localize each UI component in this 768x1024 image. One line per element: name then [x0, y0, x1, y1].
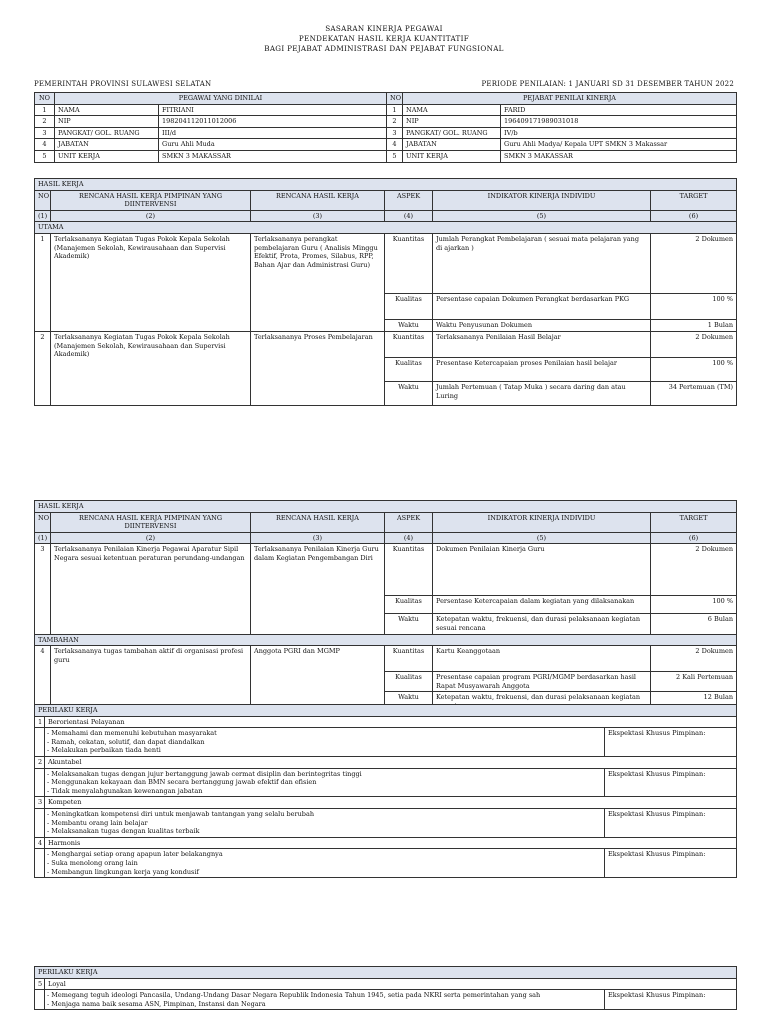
perilaku-title-row [35, 837, 737, 849]
perilaku-title-row [35, 978, 737, 990]
perilaku-spacer [35, 990, 45, 1010]
perilaku-kerja-table-1 [34, 704, 737, 878]
target: 12 Bulan [651, 692, 737, 712]
identity-no: 5 [387, 150, 403, 162]
indikator-kinerja: Dokumen Penilaian Kinerja Guru [433, 544, 651, 596]
identity-no: 3 [387, 127, 403, 139]
aspek: Kualitas [385, 596, 433, 614]
perilaku-point: - Meningkatkan kompetensi diri untuk menjawab tantangan yang selalu berubah [47, 809, 315, 818]
section-title: PERILAKU KERJA [35, 967, 737, 979]
indikator-kinerja: Persentase capaian Dokumen Perangkat berdasarkan PKG [433, 293, 651, 319]
identity-no: 4 [35, 139, 55, 151]
column-number: (6) [651, 532, 737, 544]
aspek: Kualitas [385, 672, 433, 692]
rated-value: SMKN 3 MAKASSAR [159, 150, 387, 162]
identity-row [35, 150, 737, 162]
target: 2 Dokumen [651, 233, 737, 293]
rencana-hasil-kerja: Terlaksananya perangkat pembelajaran Guru ( Analisis Minggu Efektif, Prota, Promes, Silabus, RPP, Bahan Ajar dan Administrasi Guru) [251, 233, 385, 331]
perilaku-points-row [35, 990, 737, 1010]
section-row [35, 179, 737, 191]
target: 100 % [651, 596, 737, 614]
column-header: RENCANA HASIL KERJA PIMPINAN YANG DIINTERVENSI [51, 512, 251, 532]
subsection-title: UTAMA [35, 222, 737, 234]
target: 100 % [651, 357, 737, 381]
target: 2 Dokumen [651, 646, 737, 672]
hasil-row [35, 544, 737, 596]
column-header: RENCANA HASIL KERJA PIMPINAN YANG DIINTERVENSI [51, 190, 251, 210]
rated-value: 198204112011012006 [159, 116, 387, 128]
aspek: Kualitas [385, 293, 433, 319]
perilaku-spacer [35, 808, 45, 837]
identity-label: NAMA [55, 104, 159, 116]
hasil-row [35, 233, 737, 293]
section-title: PERILAKU KERJA [35, 705, 737, 717]
target: 2 Dokumen [651, 544, 737, 596]
perilaku-point: - Memegang teguh ideologi Pancasila, Undang-Undang Dasar Negara Republik Indonesia Tahun 1945, setia pada NKRI serta pemerintahan yang sah [47, 991, 541, 1000]
column-number: (4) [385, 210, 433, 222]
column-header: NO [35, 512, 51, 532]
perilaku-point: - Tidak menyalahgunakan kewenangan jabatan [47, 786, 203, 795]
target: 2 Dokumen [651, 331, 737, 357]
column-number: (3) [251, 210, 385, 222]
identity-label: NIP [55, 116, 159, 128]
column-header: TARGET [651, 512, 737, 532]
perilaku-title: Loyal [45, 978, 737, 990]
rencana-pimpinan: Terlaksananya Penilaian Kinerja Pegawai Aparatur Sipil Negara sesuai ketentuan peraturan perundang-undangan [51, 544, 251, 634]
column-number: (2) [51, 210, 251, 222]
period-label: PERIODE PENILAIAN: 1 JANUARI SD 31 DESEMBER TAHUN 2022 [481, 80, 734, 88]
perilaku-kerja-table-2 [34, 966, 737, 1010]
perilaku-spacer [35, 849, 45, 878]
hasil-kerja-table-1 [34, 178, 737, 406]
perilaku-no: 5 [35, 978, 45, 990]
hasil-header-row [35, 512, 737, 532]
target: 1 Bulan [651, 319, 737, 331]
perilaku-title: Berorientasi Pelayanan [45, 716, 737, 728]
ekspektasi-khusus-pimpinan: Ekspektasi Khusus Pimpinan: [605, 849, 737, 878]
section-title: HASIL KERJA [35, 179, 737, 191]
indikator-kinerja: Jumlah Perangkat Pembelajaran ( sesuai mata pelajaran yang di ajarkan ) [433, 233, 651, 293]
identity-table [34, 92, 737, 163]
column-number: (1) [35, 532, 51, 544]
perilaku-point: - Melaksanakan tugas dengan jujur bertanggung jawab cermat disiplin dan berintegritas tinggi [47, 769, 362, 778]
identity-row [35, 116, 737, 128]
column-number: (5) [433, 532, 651, 544]
title-line-3: BAGI PEJABAT ADMINISTRASI DAN PEJABAT FUNGSIONAL [264, 44, 504, 53]
rater-value: Guru Ahli Madya/ Kepala UPT SMKN 3 Makassar [501, 139, 737, 151]
section-row [35, 501, 737, 513]
perilaku-point: - Melaksanakan tugas dengan kualitas terbaik [47, 827, 200, 836]
identity-row [35, 139, 737, 151]
identity-row [35, 127, 737, 139]
target: 6 Bulan [651, 614, 737, 634]
rated-value: III/d [159, 127, 387, 139]
indikator-kinerja: Persentase Ketercapaian dalam kegiatan yang dilaksanakan [433, 596, 651, 614]
col-rater: PEJABAT PENILAI KINERJA [403, 93, 737, 105]
column-number: (3) [251, 532, 385, 544]
rater-value: IV/b [501, 127, 737, 139]
identity-label: NAMA [403, 104, 501, 116]
column-header: NO [35, 190, 51, 210]
perilaku-points-row [35, 808, 737, 837]
column-header: RENCANA HASIL KERJA [251, 512, 385, 532]
perilaku-no: 4 [35, 837, 45, 849]
perilaku-point: - Ramah, cekatan, solutif, dan dapat diandalkan [47, 737, 205, 746]
ekspektasi-khusus-pimpinan: Ekspektasi Khusus Pimpinan: [605, 728, 737, 757]
rater-value: FARID [501, 104, 737, 116]
identity-no: 1 [35, 104, 55, 116]
rated-value: FITRIANI [159, 104, 387, 116]
perilaku-points-row [35, 728, 737, 757]
rencana-hasil-kerja: Terlaksananya Penilaian Kinerja Guru dalam Kegiatan Pengembangan Diri [251, 544, 385, 634]
perilaku-title-row [35, 797, 737, 809]
column-number: (4) [385, 532, 433, 544]
aspek: Waktu [385, 381, 433, 405]
identity-label: JABATAN [403, 139, 501, 151]
hasil-header-row [35, 190, 737, 210]
aspek: Kuantitas [385, 646, 433, 672]
ekspektasi-khusus-pimpinan: Ekspektasi Khusus Pimpinan: [605, 990, 737, 1010]
identity-row [35, 104, 737, 116]
perilaku-title: Kompeten [45, 797, 737, 809]
aspek: Waktu [385, 319, 433, 331]
indikator-kinerja: Kartu Keanggotaan [433, 646, 651, 672]
perilaku-points [45, 849, 605, 878]
rencana-hasil-kerja: Terlaksananya Proses Pembelajaran [251, 331, 385, 405]
ekspektasi-khusus-pimpinan: Ekspektasi Khusus Pimpinan: [605, 768, 737, 797]
hasil-number-row [35, 532, 737, 544]
identity-no: 2 [387, 116, 403, 128]
perilaku-no: 1 [35, 716, 45, 728]
item-no: 4 [35, 646, 51, 712]
rencana-hasil-kerja: Anggota PGRI dan MGMP [251, 646, 385, 712]
perilaku-title-row [35, 756, 737, 768]
perilaku-point: - Membantu orang lain belajar [47, 818, 148, 827]
aspek: Kuantitas [385, 233, 433, 293]
aspek: Waktu [385, 692, 433, 712]
column-number: (2) [51, 532, 251, 544]
indikator-kinerja: Presentase capaian program PGRI/MGMP berdasarkan hasil Rapat Musyawarah Anggota [433, 672, 651, 692]
organization-label: PEMERINTAH PROVINSI SULAWESI SELATAN [34, 80, 212, 88]
target: 2 Kali Pertemuan [651, 672, 737, 692]
identity-no: 2 [35, 116, 55, 128]
column-header: TARGET [651, 190, 737, 210]
hasil-kerja-table-2 [34, 500, 737, 713]
subsection-row [35, 222, 737, 234]
col-no: NO [387, 93, 403, 105]
indikator-kinerja: Presentase Ketercapaian proses Penilaian hasil belajar [433, 357, 651, 381]
hasil-row [35, 646, 737, 672]
perilaku-point: - Menjaga nama baik sesama ASN, Pimpinan, Instansi dan Negara [47, 999, 266, 1008]
aspek: Kuantitas [385, 544, 433, 596]
perilaku-spacer [35, 728, 45, 757]
perilaku-point: - Suka menolong orang lain [47, 858, 138, 867]
section-row [35, 967, 737, 979]
subsection-title: TAMBAHAN [35, 634, 737, 646]
identity-no: 3 [35, 127, 55, 139]
perilaku-title: Harmonis [45, 837, 737, 849]
ekspektasi-khusus-pimpinan: Ekspektasi Khusus Pimpinan: [605, 808, 737, 837]
identity-no: 1 [387, 104, 403, 116]
perilaku-title-row [35, 716, 737, 728]
identity-no: 5 [35, 150, 55, 162]
identity-label: NIP [403, 116, 501, 128]
column-number: (5) [433, 210, 651, 222]
column-header: ASPEK [385, 512, 433, 532]
column-header: RENCANA HASIL KERJA [251, 190, 385, 210]
column-number: (1) [35, 210, 51, 222]
item-no: 1 [35, 233, 51, 331]
target: 34 Pertemuan (TM) [651, 381, 737, 405]
rencana-pimpinan: Terlaksananya Kegiatan Tugas Pokok Kepala Sekolah (Manajemen Sekolah, Kewirausahaan dan Supervisi Akademik) [51, 331, 251, 405]
section-row [35, 705, 737, 717]
identity-label: PANGKAT/ GOL. RUANG [403, 127, 501, 139]
perilaku-points [45, 728, 605, 757]
column-header: ASPEK [385, 190, 433, 210]
rencana-pimpinan: Terlaksananya Kegiatan Tugas Pokok Kepala Sekolah (Manajemen Sekolah, Kewirausahaan dan Supervisi Akademik) [51, 233, 251, 331]
title-line-1: SASARAN KINERJA PEGAWAI [325, 24, 443, 33]
perilaku-point: - Melakukan perbaikan tiada henti [47, 746, 161, 755]
rater-value: 196409171989031018 [501, 116, 737, 128]
section-title: HASIL KERJA [35, 501, 737, 513]
title-line-2: PENDEKATAN HASIL KERJA KUANTITATIF [298, 34, 470, 43]
perilaku-point: - Membangun lingkungan kerja yang kondusif [47, 867, 199, 876]
perilaku-points [45, 808, 605, 837]
aspek: Kualitas [385, 357, 433, 381]
identity-label: JABATAN [55, 139, 159, 151]
rencana-pimpinan: Terlaksananya tugas tambahan aktif di organisasi profesi guru [51, 646, 251, 712]
hasil-row [35, 331, 737, 357]
column-header: INDIKATOR KINERJA INDIVIDU [433, 190, 651, 210]
perilaku-no: 3 [35, 797, 45, 809]
identity-label: UNIT KERJA [55, 150, 159, 162]
target: 100 % [651, 293, 737, 319]
indikator-kinerja: Ketepatan waktu, frekuensi, dan durasi pelaksanaan kegiatan sesuai rencana [433, 614, 651, 634]
indikator-kinerja: Ketepatan waktu, frekuensi, dan durasi pelaksanaan kegiatan [433, 692, 651, 712]
perilaku-spacer [35, 768, 45, 797]
rater-value: SMKN 3 MAKASSAR [501, 150, 737, 162]
col-no: NO [35, 93, 55, 105]
identity-label: UNIT KERJA [403, 150, 501, 162]
identity-label: PANGKAT/ GOL. RUANG [55, 127, 159, 139]
col-rated: PEGAWAI YANG DINILAI [55, 93, 387, 105]
perilaku-title: Akuntabel [45, 756, 737, 768]
indikator-kinerja: Waktu Penyusunan Dokumen [433, 319, 651, 331]
identity-body [35, 104, 737, 162]
column-number: (6) [651, 210, 737, 222]
perilaku-no: 2 [35, 756, 45, 768]
perilaku-points-row [35, 768, 737, 797]
column-header: INDIKATOR KINERJA INDIVIDU [433, 512, 651, 532]
indikator-kinerja: Terlaksananya Penilaian Hasil Belajar [433, 331, 651, 357]
perilaku-point: - Menghargai setiap orang apapun later belakangnya [47, 850, 223, 859]
indikator-kinerja: Jumlah Pertemuan ( Tatap Muka ) secara daring dan atau Luring [433, 381, 651, 405]
identity-header-row [35, 93, 737, 105]
perilaku-point: - Memahami dan memenuhi kebutuhan masyarakat [47, 729, 217, 738]
perilaku-point: - Menggunakan kekayaan dan BMN secara bertanggung jawab efektif dan efisien [47, 778, 317, 787]
aspek: Waktu [385, 614, 433, 634]
perilaku-points-row [35, 849, 737, 878]
aspek: Kuantitas [385, 331, 433, 357]
item-no: 2 [35, 331, 51, 405]
item-no: 3 [35, 544, 51, 634]
perilaku-points [45, 990, 605, 1010]
rated-value: Guru Ahli Muda [159, 139, 387, 151]
hasil-number-row [35, 210, 737, 222]
perilaku-points [45, 768, 605, 797]
subsection-row [35, 634, 737, 646]
identity-no: 4 [387, 139, 403, 151]
document-title-block [0, 24, 768, 54]
